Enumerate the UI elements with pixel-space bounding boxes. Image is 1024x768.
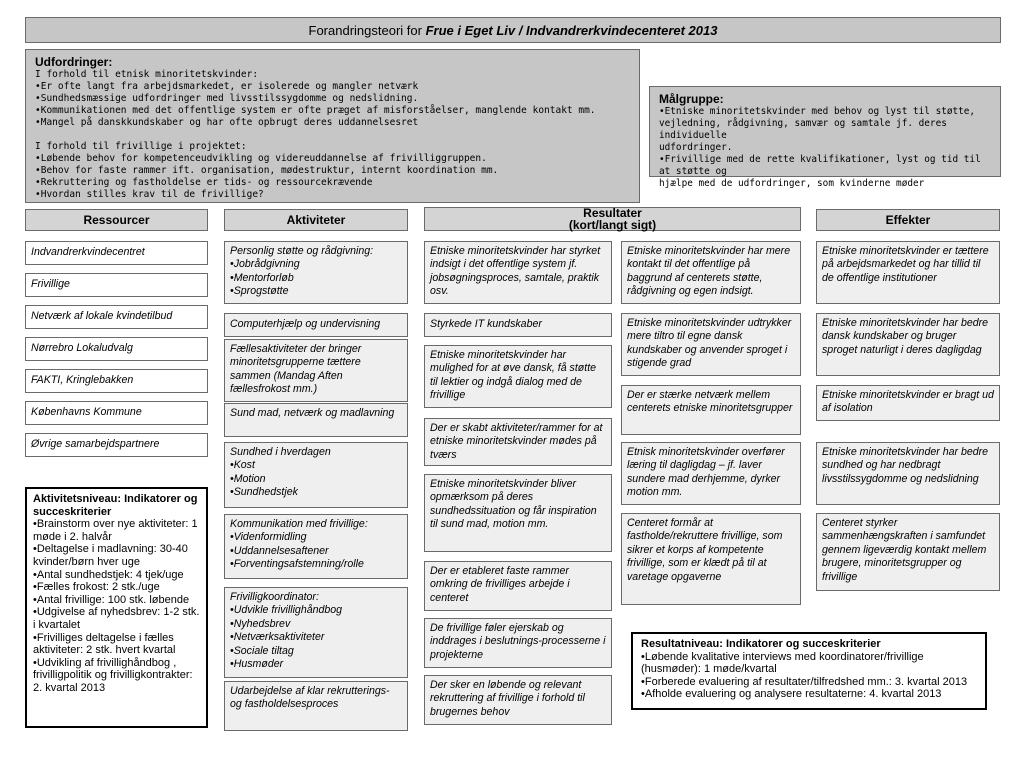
resultat-box: Der er etableret faste rammer omkring de frivilliges arbejde i centeret <box>424 561 612 611</box>
resultatniveau-item: •Løbende kvalitative interviews med koordinatorer/frivillige (husmøder): 1 møde/kvartal <box>641 650 924 676</box>
header-aktiviteter: Aktiviteter <box>224 209 408 231</box>
resultat-box: Etniske minoritetskvinder udtrykker mere tiltro til egne dansk kundskaber og anvender sproget i stigende grad <box>621 313 801 376</box>
aktivitet-line: •Netværksaktiviteter <box>230 631 325 644</box>
resultat-box: Der sker en løbende og relevant rekruttering af frivillige i forhold til brugernes behov <box>424 675 612 725</box>
title-prefix: Forandringsteori for <box>308 22 426 38</box>
ressource-box: Københavns Kommune <box>25 401 208 425</box>
aktivitet-line: Kommunikation med frivillige: <box>230 518 368 530</box>
resultat-box: Der er skabt aktiviteter/rammer for at etniske minoritetskvinder mødes på tværs <box>424 418 612 466</box>
aktivitet-box <box>224 339 408 402</box>
effekt-box: Etniske minoritetskvinder har bedre dansk kundskaber og bruger sproget naturligt i deres dagligdag <box>816 313 1000 376</box>
resultat-box: Etniske minoritetskvinder har styrket indsigt i det offentlige system jf. jobsøgningsproces, samtale, praktik osv. <box>424 241 612 304</box>
aktivitet-line: •Sundhedstjek <box>230 486 298 499</box>
aktivitetsniveau-item: •Frivilliges deltagelse i fælles aktiviteter: 2 stk. hvert kvartal <box>33 631 176 657</box>
effekt-box: Etniske minoritetskvinder har bedre sundhed og har nedbragt livsstilssygdomme og nedslidning <box>816 442 1000 505</box>
maalgruppe-lines <box>659 106 991 190</box>
aktivitet-box <box>224 241 408 304</box>
aktivitet-line: Sund mad, netværk og madlavning <box>230 407 395 419</box>
aktivitetsniveau-item: •Antal frivillige: 100 stk. løbende <box>33 593 190 606</box>
resultat-box: De frivillige føler ejerskab og inddrages i beslutnings-processerne i projekterne <box>424 618 612 668</box>
aktivitet-line: •Kost <box>230 459 255 472</box>
resultatniveau-heading: Resultatniveau: Indikatorer og succeskriterier <box>641 638 881 650</box>
aktivitetsniveau-box <box>25 487 208 728</box>
aktivitet-box <box>224 681 408 731</box>
aktivitetsniveau-item: •Deltagelse i madlavning: 30-40 kvinder/børn hver uge <box>33 543 188 568</box>
header-resultater <box>424 207 801 231</box>
title-emphasis: Frue i Eget Liv / Indvandrerkvindecenteret 2013 <box>425 22 718 38</box>
udfordringer-line: I forhold til etnisk minoritetskvinder: <box>35 69 259 80</box>
aktivitet-line: •Sprogstøtte <box>230 285 289 298</box>
udfordringer-line: •Sundhedsmæssige udfordringer med livsstilssygdomme og nedslidning. <box>35 93 419 104</box>
resultat-box: Etniske minoritetskvinder har mere kontakt til det offentlige på baggrund af centerets støtte, rådgivning og egen indsigt. <box>621 241 801 304</box>
udfordringer-line: •Kommunikationen med det offentlige system er ofte præget af misforståelser, manglende kontakt mm. <box>35 105 596 116</box>
udfordringer-line: •Er ofte langt fra arbejdsmarkedet, er isolerede og mangler netværk <box>35 81 419 92</box>
aktivitet-line: Udarbejdelse af klar rekrutterings- og fastholdelsesproces <box>230 685 390 711</box>
maalgruppe-line: vejledning, rådgivning, samvær og samtale jf. deres individuelle <box>659 118 947 141</box>
header-ressourcer: Ressourcer <box>25 209 208 231</box>
aktivitet-line: Frivilligkoordinator: <box>230 591 319 603</box>
effekt-box: Centeret styrker sammenhængskraften i samfundet gennem ligeværdig kontakt mellem brugere, minoritetsgrupper og frivillige <box>816 513 1000 591</box>
aktivitet-line: •Uddannelsesaftener <box>230 544 329 557</box>
aktivitet-box <box>224 514 408 579</box>
resultatniveau-item: •Forberede evaluering af resultater/tilfredshed mm.: 3. kvartal 2013 <box>641 675 968 688</box>
ressource-box: Øvrige samarbejdspartnere <box>25 433 208 457</box>
resultat-box: Etnisk minoritetskvinder overfører læring til dagligdag – jf. laver sundere mad derhjemme, dyrker motion mm. <box>621 442 801 505</box>
ressource-box: Frivillige <box>25 273 208 297</box>
resultatniveau-box <box>631 632 987 710</box>
effekt-box: Etniske minoritetskvinder er tættere på arbejdsmarkedet og har tillid til de offentlige institutioner <box>816 241 1000 304</box>
aktivitetsniveau-item: •Udgivelse af nyhedsbrev: 1-2 stk. i kvartalet <box>33 606 200 631</box>
aktivitet-line: •Forventingsafstemning/rolle <box>230 558 364 571</box>
aktivitet-line: Computerhjælp og undervisning <box>230 318 381 331</box>
aktivitetsniveau-item: •Brainstorm over nye aktiviteter: 1 møde i 2. halvår <box>33 518 198 543</box>
aktivitetsniveau-item: •Fælles frokost: 2 stk./uge <box>33 581 160 594</box>
maalgruppe-line: udfordringer. <box>659 142 733 153</box>
aktivitetsniveau-item: •Antal sundhedstjek: 4 tjek/uge <box>33 568 184 581</box>
header-resultater-line2: (kort/langt sigt) <box>568 218 657 232</box>
udfordringer-line: •Mangel på danskkundskaber og har ofte opbrugt deres uddannelsesret <box>35 117 419 128</box>
aktivitet-line: •Udvikle frivillighåndbog <box>230 604 343 617</box>
resultat-box: Etniske minoritetskvinder har mulighed for at øve dansk, få støtte til lektier og indgå dialog med de frivillige <box>424 345 612 408</box>
udfordringer-lines <box>35 69 630 201</box>
aktivitet-line: Fællesaktiviteter der bringer minoritetsgrupperne tættere sammen (Mandag Aften fællesfrokost mm.) <box>230 343 362 396</box>
title-bar <box>25 17 1001 43</box>
aktivitet-box <box>224 313 408 337</box>
ressource-box: Netværk af lokale kvindetilbud <box>25 305 208 329</box>
aktivitet-line: Sundhed i hverdagen <box>230 446 331 458</box>
maalgruppe-line: hjælpe med de udfordringer, som kvinderne møder <box>659 178 925 189</box>
udfordringer-heading: Udfordringer: <box>35 55 113 69</box>
aktivitet-line: Personlig støtte og rådgivning: <box>230 245 374 257</box>
header-effekter: Effekter <box>816 209 1000 231</box>
aktivitet-box <box>224 403 408 437</box>
aktivitet-line: •Videnformidling <box>230 531 307 544</box>
aktivitet-line: •Mentorforløb <box>230 271 294 284</box>
aktivitetsniveau-item: •Udvikling af frivillighåndbog , frivilligpolitik og frivilligkontrakter: 2. kvartal 2013 <box>33 656 193 694</box>
udfordringer-line <box>35 129 630 141</box>
aktivitet-line: •Motion <box>230 472 266 485</box>
udfordringer-line: •Behov for faste rammer ift. organisation, mødestruktur, internt koordination mm. <box>35 165 499 176</box>
maalgruppe-line: •Etniske minoritetskvinder med behov og lyst til støtte, <box>659 106 976 117</box>
udfordringer-line: •Hvordan stilles krav til de frivillige? <box>35 189 264 200</box>
resultat-box: Der er stærke netværk mellem centerets etniske minoritetsgrupper <box>621 385 801 435</box>
ressource-box: Nørrebro Lokaludvalg <box>25 337 208 361</box>
maalgruppe-box <box>649 86 1001 189</box>
ressource-box: Indvandrerkvindecentret <box>25 241 208 265</box>
aktivitet-box <box>224 442 408 508</box>
aktivitet-line: •Sociale tiltag <box>230 644 294 657</box>
udfordringer-line: I forhold til frivillige i projektet: <box>35 141 247 152</box>
header-resultater-line1: Resultater <box>583 206 642 220</box>
resultat-box: Centeret formår at fastholde/rekruttere frivillige, som sikrer et korps af kompetente frivillige, som er klædt på til at varetage opgaverne <box>621 513 801 605</box>
resultat-box: Styrkede IT kundskaber <box>424 313 612 337</box>
maalgruppe-line: •Frivillige med de rette kvalifikationer, lyst og tid til at støtte og <box>659 154 981 177</box>
aktivitet-line: •Husmøder <box>230 658 284 671</box>
aktivitet-box <box>224 587 408 678</box>
maalgruppe-heading: Målgruppe: <box>659 92 724 106</box>
resultatniveau-item: •Afholde evaluering og analysere resultaterne: 4. kvartal 2013 <box>641 688 942 701</box>
ressource-box: FAKTI, Kringlebakken <box>25 369 208 393</box>
aktivitet-line: •Jobrådgivning <box>230 258 300 271</box>
effekt-box: Etniske minoritetskvinder er bragt ud af isolation <box>816 385 1000 421</box>
udfordringer-box <box>25 49 640 203</box>
aktivitet-line: •Nyhedsbrev <box>230 617 291 630</box>
udfordringer-line: •Løbende behov for kompetenceudvikling og videreuddannelse af frivilliggruppen. <box>35 153 487 164</box>
resultat-box: Etniske minoritetskvinder bliver opmærksom på deres sundhedssituation og får inspiration til sund mad, motion mm. <box>424 474 612 552</box>
aktivitetsniveau-heading: Aktivitetsniveau: Indikatorer og succeskriterier <box>33 493 198 518</box>
udfordringer-line: •Rekruttering og fastholdelse er tids- og ressourcekrævende <box>35 177 373 188</box>
